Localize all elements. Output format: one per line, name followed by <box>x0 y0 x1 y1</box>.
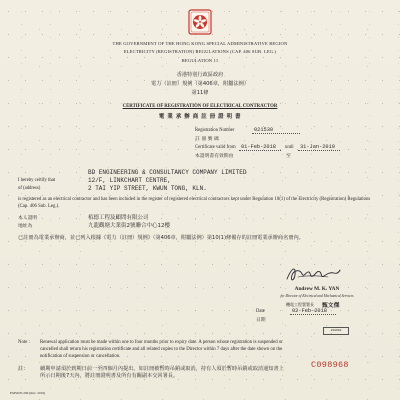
registration-number-value: 021530 <box>252 127 300 134</box>
certify-label-zh: 本人證明 <box>18 216 38 221</box>
address-label-zh: 地址為 <box>18 223 33 229</box>
issue-date: 02-Feb-2018 <box>290 308 336 315</box>
registration-statement-en: is registered as an electrical contractor and has been included in the register of registered electrical contractors kept under Regulation 10(1) of the Electricity (Registration) Regulations (Cap. 406 Sub. Leg.). <box>18 197 371 209</box>
handwritten-signature <box>284 263 342 285</box>
note-text-zh: 續期申請須於到期日前一至四個月內提出。如註冊被暫時吊銷或取消，持有人須於暫時吊銷或取消通知書上所示日期後7天內，將註冊證明書及所有有關副本交回署長。 <box>40 366 284 380</box>
certify-label-en: I hereby certify that <box>18 178 56 183</box>
date-label: Date <box>256 309 265 314</box>
holder-name-zh: 栢德工程及顧問有限公司 <box>88 215 149 221</box>
header-en-line-2: ELECTRICITY (REGISTRATION) REGULATIONS (CAP. 406 SUB. LEG.) <box>123 49 277 54</box>
hksar-emblem-icon <box>188 9 212 35</box>
certificate-title-zh: 電 業 承 辦 商 註 冊 證 明 書 <box>158 113 242 120</box>
valid-until-label: until <box>285 145 294 150</box>
holder-address-en-line-1: 12/F, LINKCHART CENTRE, <box>88 177 171 184</box>
registration-statement-zh: 已註冊為電業承辦商，並已列入根據《電力（註冊）規例》（第406章，附屬法例）第10(1)條備存的註冊電業承辦商名冊內。 <box>18 235 304 241</box>
holder-name-en: BD ENGINEERING & CONSULTANCY COMPANY LIMITED <box>88 169 247 176</box>
address-label-en: of (address) <box>18 185 41 191</box>
stamp-code-box: 238698 <box>323 327 349 335</box>
header-zh-line-1: 香港特別行政區政府 <box>176 71 224 78</box>
signatory-name: Andrew M. K. YAN <box>294 286 340 292</box>
holder-address-zh: 九龍觀塘大業街2號聯合中心12樓 <box>88 223 170 229</box>
header-zh-line-2: 電力（註冊）規例（第406章，附屬法例） <box>150 80 250 87</box>
valid-from-label: Certificate valid from <box>195 145 236 150</box>
note-label-en: Note : <box>18 340 30 345</box>
holder-address-en-line-2: 2 TAI YIP STREET, KWUN TONG, KLN. <box>88 185 207 192</box>
valid-from-label-zh: 本證明書有效期由 <box>195 154 234 159</box>
registration-number-label-zh: 註 冊 號 碼 <box>195 137 219 142</box>
note-text-en: Renewal application must be made within one to four months prior to expiry date. A person whose registration is suspended or cancelled shall return his registration certificate and all related copies to the Director within 7 days after the date shown on the notification of suspension or cancellation. <box>40 340 283 359</box>
certificate-serial-number: C098968 <box>311 360 349 370</box>
registration-number-label: Registration Number <box>195 128 235 133</box>
valid-from-date: 01-Feb-2018 <box>239 144 281 151</box>
form-code: EMSD/E.209 (Rev. 2016) <box>10 391 46 395</box>
signatory-title-en: for Director of Electrical and Mechanical Services <box>280 294 354 298</box>
note-label-zh: 註： <box>18 366 29 372</box>
header-en-line-3: REGULATION 11 <box>181 57 219 63</box>
header-en-line-1: THE GOVERNMENT OF THE HONG KONG SPECIAL ADMINISTRATIVE REGION <box>112 41 288 46</box>
certificate-title-en: CERTIFICATE OF REGISTRATION OF ELECTRICAL CONTRACTOR <box>122 104 278 109</box>
header-zh-line-3: 第11條 <box>191 89 209 96</box>
valid-until-label-zh: 至 <box>286 154 291 159</box>
signatory-name-zh: 甄文傑 <box>322 303 340 309</box>
date-label-zh: 日期 <box>256 318 266 323</box>
signatory-title-zh: 機電工程署署長 <box>286 301 314 307</box>
valid-until-date: 31-Jan-2019 <box>298 144 340 151</box>
